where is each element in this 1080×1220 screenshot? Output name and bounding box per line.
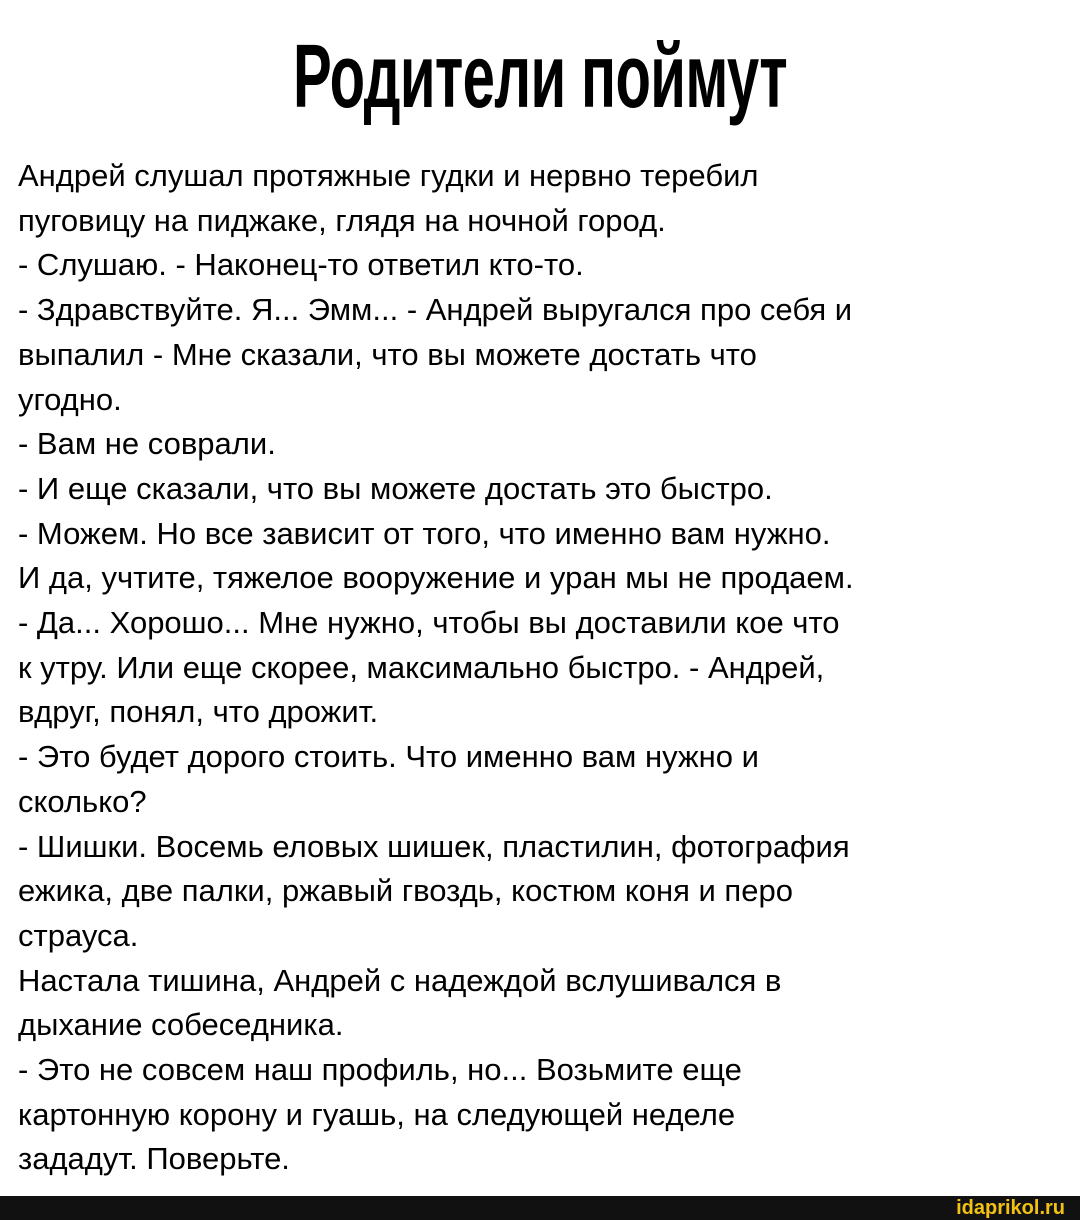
story-line: зададут. Поверьте. [18,1141,290,1177]
story-line: дыхание собеседника. [18,1007,344,1043]
watermark-text: idaprikol.ru [956,1197,1065,1219]
story-line: - Шишки. Восемь еловых шишек, пластилин, фотография [18,828,850,864]
story-line: вдруг, понял, что дрожит. [18,694,379,730]
story-line: картонную корону и гуашь, на следующей неделе [18,1096,736,1132]
story-line: - Это не совсем наш профиль, но... Возьмите еще [18,1052,742,1088]
story-text [18,154,1070,1182]
story-line: страуса. [18,917,139,953]
story-line: к утру. Или еще скорее, максимально быстро. - Андрей, [18,649,825,685]
story-line: сколько? [18,783,147,819]
story-line: - Это будет дорого стоить. Что именно вам нужно и [18,739,759,775]
story-line: - И еще сказали, что вы можете достать это быстро. [18,470,773,506]
watermark-bar [0,1196,1080,1220]
story-line: Настала тишина, Андрей с надеждой вслушивался в [18,962,782,998]
story-line: ежика, две палки, ржавый гвоздь, костюм коня и перо [18,873,793,909]
story-line: - Да... Хорошо... Мне нужно, чтобы вы доставили кое что [18,605,840,641]
story-line: угодно. [18,381,122,417]
story-line: И да, учтите, тяжелое вооружение и уран мы не продаем. [18,560,854,596]
story-line: пуговицу на пиджаке, глядя на ночной город. [18,202,666,238]
story-line: - Слушаю. - Наконец-то ответил кто-то. [18,247,584,283]
story-line: - Можем. Но все зависит от того, что именно вам нужно. [18,515,831,551]
story-line: - Здравствуйте. Я... Эмм... - Андрей выругался про себя и [18,292,853,328]
story-line: Андрей слушал протяжные гудки и нервно теребил [18,158,759,193]
page-title-text: Родители поймут [292,27,788,127]
page-title [0,26,1080,130]
story-line: выпалил - Мне сказали, что вы можете достать что [18,336,757,372]
story-line: - Вам не соврали. [18,426,276,462]
